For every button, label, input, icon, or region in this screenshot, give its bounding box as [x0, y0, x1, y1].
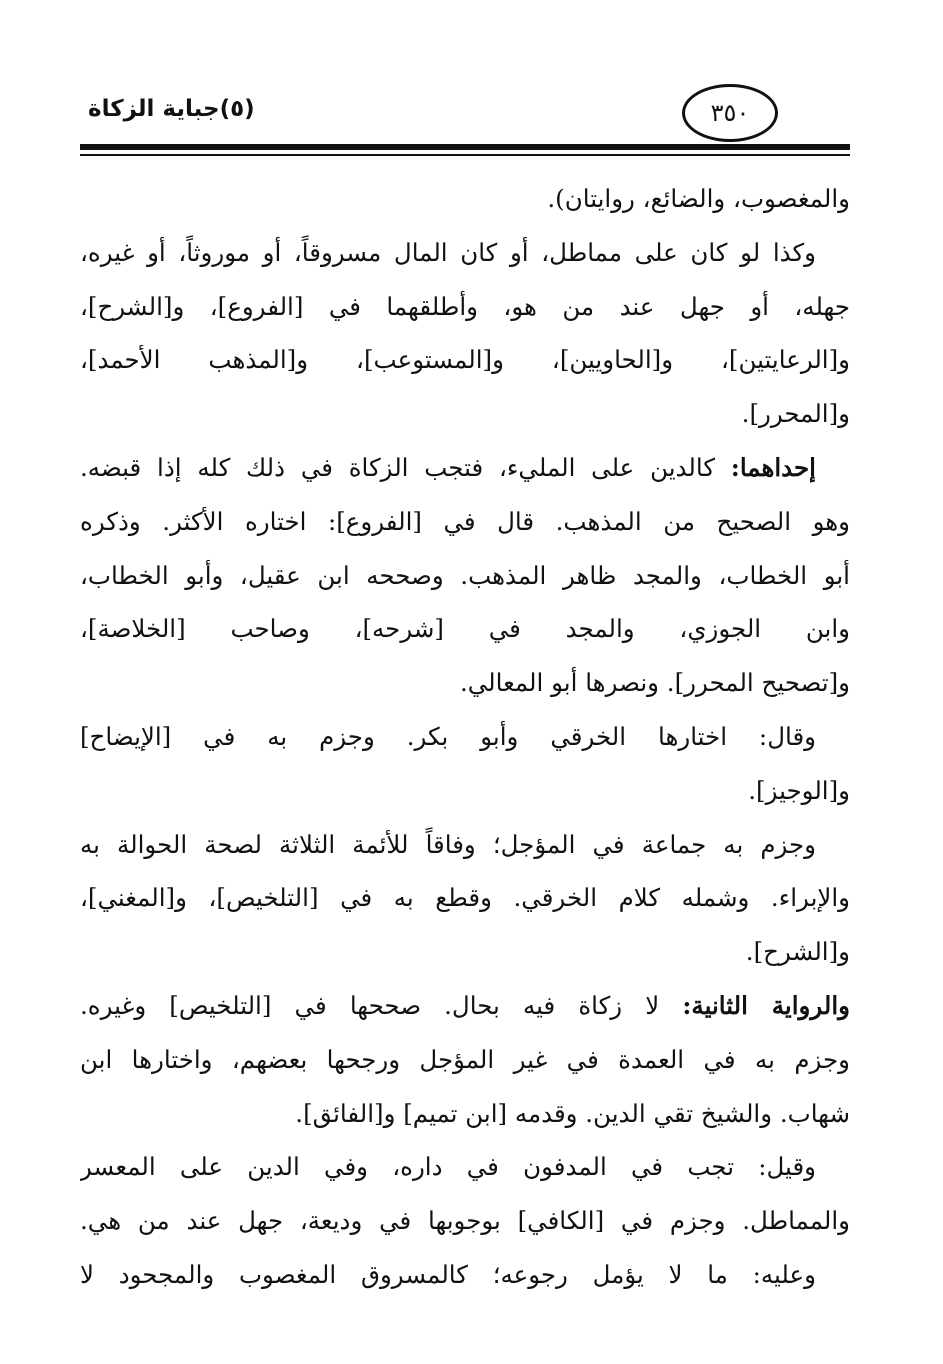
running-title: (٥)جباية الزكاة [88, 96, 255, 122]
text-line: والإبراء. وشمله كلام الخرقي. وقطع به في [التلخيص]، و[المغني]، [80, 883, 850, 913]
text-line: وابن الجوزي، والمجد في [شرحه]، وصاحب [الخلاصة]، [80, 614, 850, 644]
header-rule-thin [80, 154, 850, 156]
page-number-oval [682, 84, 778, 142]
text-line: و[الرعايتين]، و[الحاويين]، و[المستوعب]، و[المذهب الأحمد]، [80, 345, 850, 375]
text-line: شهاب. والشيخ تقي الدين. وقدمه [ابن تميم] و[الفائق]. [295, 1098, 850, 1128]
text-line: و[الوجيز]. [748, 775, 850, 805]
text-line: جهله، أو جهل عند من هو، وأطلقهما في [الفروع]، و[الشرح]، [80, 291, 850, 321]
text-line: وجزم به جماعة في المؤجل؛ وفاقاً للأئمة الثلاثة لصحة الحوالة به [80, 829, 816, 859]
text-line: وكذا لو كان على مماطل، أو كان المال مسروقاً، أو موروثاً، أو غيره، [80, 237, 816, 267]
text-line: وجزم به في العمدة في غير المؤجل ورجحها بعضهم، واختارها ابن [80, 1044, 850, 1074]
text-line: و[المحرر]. [741, 399, 850, 429]
text-line: وقيل: تجب في المدفون في داره، وفي الدين على المعسر [80, 1152, 816, 1182]
text-line: إحداهما: كالدين على المليء، فتجب الزكاة في ذلك كله إذا قبضه. [80, 452, 816, 482]
page-number: ٣٥٠ [710, 99, 750, 127]
text-line: وقال: اختارها الخرقي وأبو بكر. وجزم به في [الإيضاح] [80, 721, 816, 751]
narration-label: والرواية الثانية: [682, 990, 850, 1020]
narration-label: إحداهما: [730, 452, 816, 482]
page-body [80, 172, 850, 1302]
text-line: والمماطل. وجزم في [الكافي] بوجوبها في وديعة، جهل عند من هي. [80, 1206, 850, 1236]
text-line: والرواية الثانية: لا زكاة فيه بحال. صححها في [التلخيص] وغيره. [80, 990, 850, 1020]
text-line: و[تصحيح المحرر]. ونصرها أبو المعالي. [459, 668, 850, 698]
text-line: أبو الخطاب، والمجد ظاهر المذهب. وصححه ابن عقيل، وأبو الخطاب، [80, 560, 850, 590]
text-line: وهو الصحيح من المذهب. قال في [الفروع]: اختاره الأكثر. وذكره [80, 506, 850, 536]
text-line: والمغصوب، والضائع، روايتان). [547, 184, 850, 213]
header-rule-thick [80, 144, 850, 150]
text-line: وعليه: ما لا يؤمل رجوعه؛ كالمسروق المغصوب والمجحود لا [80, 1259, 816, 1289]
page-header [80, 78, 850, 158]
text-line: و[الشرح]. [745, 937, 850, 967]
